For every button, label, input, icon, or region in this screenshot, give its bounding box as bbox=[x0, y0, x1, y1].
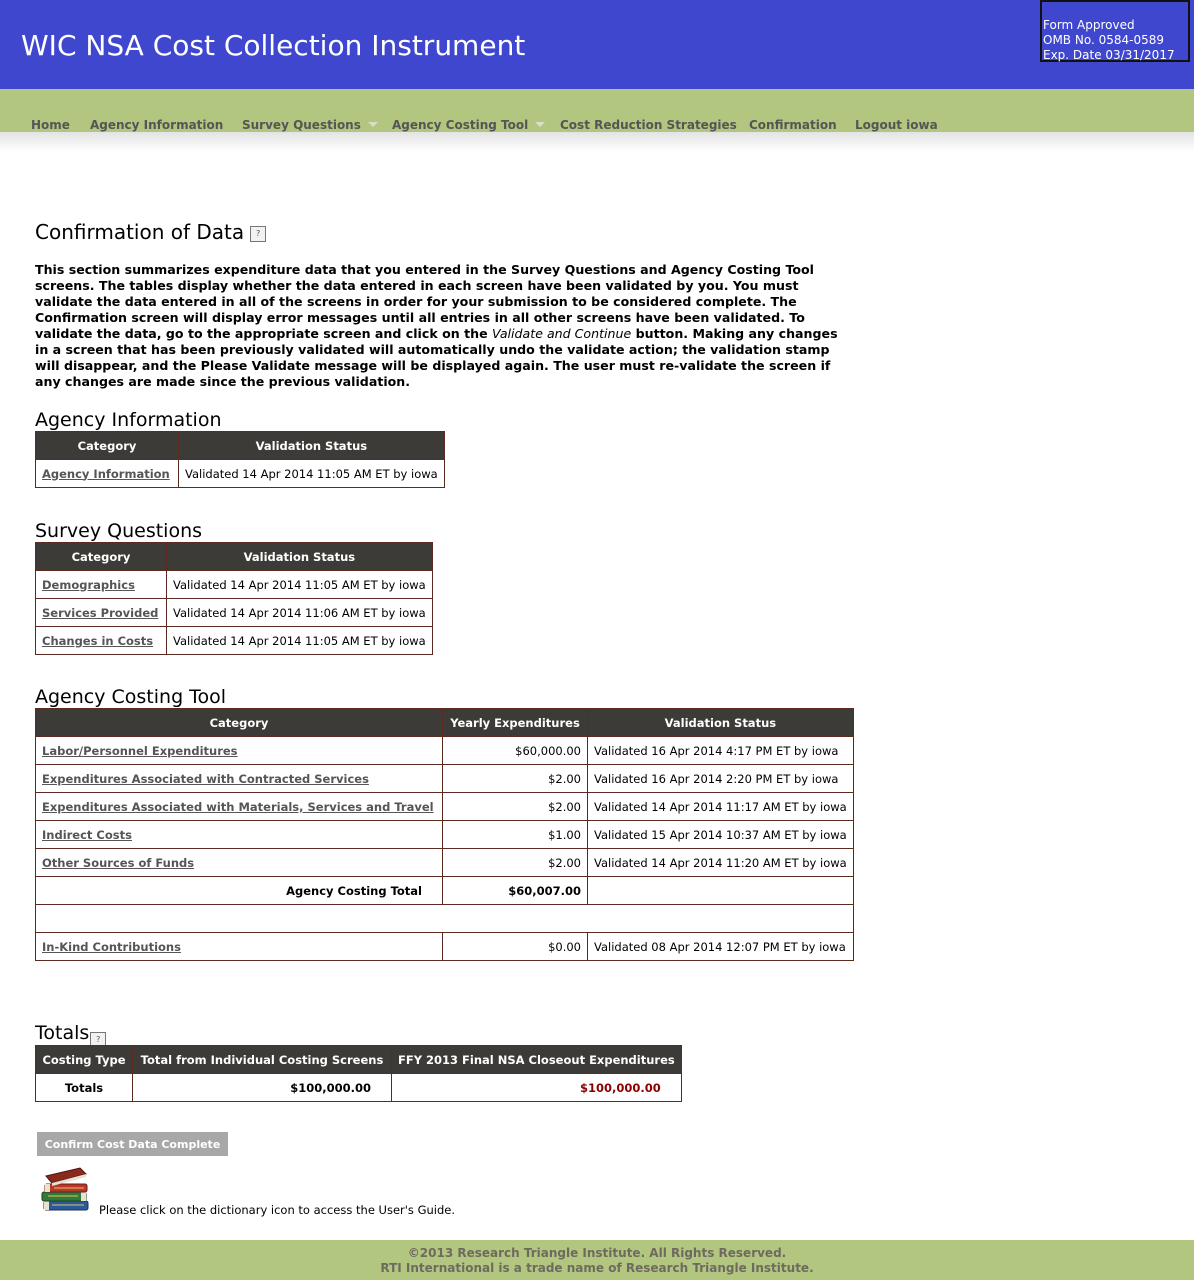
in-kind-contributions-link[interactable]: In-Kind Contributions bbox=[42, 939, 181, 954]
category-cell bbox=[36, 571, 167, 599]
category-cell bbox=[36, 933, 443, 961]
nav-shadow bbox=[0, 132, 1194, 152]
column-header-individual-total: Total from Individual Costing Screens bbox=[133, 1046, 392, 1074]
omb-line-expiration: Exp. Date 03/31/2017 bbox=[1043, 48, 1175, 62]
category-cell bbox=[36, 793, 443, 821]
table-header-row bbox=[36, 543, 433, 571]
agency-information-link[interactable]: Agency Information bbox=[42, 466, 170, 481]
validation-status-cell: Validated 16 Apr 2014 4:17 PM ET by iowa bbox=[588, 737, 854, 765]
validation-status-cell: Validated 14 Apr 2014 11:17 AM ET by iowa bbox=[588, 793, 854, 821]
spacer-row bbox=[36, 905, 854, 933]
nav-agency-information[interactable]: Agency Information bbox=[90, 118, 224, 132]
agency-costing-total-row bbox=[36, 877, 854, 905]
confirm-cost-data-button[interactable]: Confirm Cost Data Complete bbox=[37, 1132, 228, 1156]
omb-line-number: OMB No. 0584-0589 bbox=[1043, 33, 1164, 47]
yearly-expenditure-cell: $2.00 bbox=[443, 849, 588, 877]
nav-home[interactable]: Home bbox=[31, 118, 70, 132]
validation-status-cell: Validated 16 Apr 2014 2:20 PM ET by iowa bbox=[588, 765, 854, 793]
category-cell bbox=[36, 737, 443, 765]
category-cell bbox=[36, 849, 443, 877]
individual-total-value: $100,000.00 bbox=[133, 1074, 392, 1102]
help-icon[interactable]: ? bbox=[250, 226, 266, 242]
table-row bbox=[36, 821, 854, 849]
validation-status-cell: Validated 14 Apr 2014 11:05 AM ET by iowa bbox=[167, 571, 433, 599]
validation-status-cell: Validated 08 Apr 2014 12:07 PM ET by iowa bbox=[588, 933, 854, 961]
site-header bbox=[0, 0, 1194, 89]
yearly-expenditure-cell: $2.00 bbox=[443, 765, 588, 793]
empty-cell bbox=[36, 905, 854, 933]
agency-information-heading: Agency Information bbox=[35, 409, 222, 431]
nav-survey-questions[interactable] bbox=[242, 118, 378, 132]
intro-text-part2: button. Making any changes in a screen that has been previously validated will automatically undo the validate action; the validation stamp will disappear, and the Please Validate message will be displayed again. The user must re-validate the screen if any changes are made since the previous validation. bbox=[35, 326, 838, 389]
category-cell bbox=[36, 599, 167, 627]
validation-status-cell: Validated 14 Apr 2014 11:06 AM ET by iowa bbox=[167, 599, 433, 627]
survey-questions-table bbox=[35, 542, 433, 655]
agency-costing-tool-heading: Agency Costing Tool bbox=[35, 686, 227, 708]
nav-logout[interactable]: Logout iowa bbox=[855, 118, 938, 132]
survey-questions-heading: Survey Questions bbox=[35, 520, 203, 542]
column-header-category: Category bbox=[36, 543, 167, 571]
agency-costing-total-value: $60,007.00 bbox=[443, 877, 588, 905]
table-row bbox=[36, 933, 854, 961]
omb-approval-box bbox=[1040, 0, 1190, 62]
demographics-link[interactable]: Demographics bbox=[42, 577, 135, 592]
totals-heading-text: Totals bbox=[35, 1022, 90, 1044]
category-cell bbox=[36, 765, 443, 793]
nav-cost-reduction-strategies[interactable]: Cost Reduction Strategies bbox=[560, 118, 737, 132]
yearly-expenditure-cell: $1.00 bbox=[443, 821, 588, 849]
services-provided-link[interactable]: Services Provided bbox=[42, 605, 159, 620]
agency-costing-tool-table bbox=[35, 708, 854, 961]
help-icon[interactable]: ? bbox=[90, 1032, 106, 1048]
validation-status-cell: Validated 14 Apr 2014 11:05 AM ET by iowa bbox=[167, 627, 433, 655]
table-header-row bbox=[36, 432, 445, 460]
site-footer bbox=[0, 1240, 1194, 1280]
nav-confirmation[interactable]: Confirmation bbox=[749, 118, 837, 132]
table-row bbox=[36, 599, 433, 627]
footer-copyright: ©2013 Research Triangle Institute. All Rights Reserved. bbox=[407, 1246, 787, 1260]
indirect-costs-link[interactable]: Indirect Costs bbox=[42, 827, 132, 842]
column-header-category: Category bbox=[36, 709, 443, 737]
validation-status-cell: Validated 15 Apr 2014 10:37 AM ET by iowa bbox=[588, 821, 854, 849]
changes-in-costs-link[interactable]: Changes in Costs bbox=[42, 633, 154, 648]
nav-agency-costing-tool-label: Agency Costing Tool bbox=[392, 118, 529, 132]
materials-services-travel-link[interactable]: Expenditures Associated with Materials, Services and Travel bbox=[42, 799, 434, 814]
page-title-text: Confirmation of Data bbox=[35, 220, 245, 244]
table-row bbox=[36, 1074, 682, 1102]
contracted-services-link[interactable]: Expenditures Associated with Contracted Services bbox=[42, 771, 369, 786]
yearly-expenditure-cell: $2.00 bbox=[443, 793, 588, 821]
books-dictionary-icon[interactable] bbox=[40, 1164, 92, 1214]
users-guide-text: Please click on the dictionary icon to access the User's Guide. bbox=[99, 1203, 455, 1217]
validation-status-cell: Validated 14 Apr 2014 11:05 AM ET by iowa bbox=[179, 460, 445, 488]
yearly-expenditure-cell: $60,000.00 bbox=[443, 737, 588, 765]
table-row bbox=[36, 793, 854, 821]
nav-agency-costing-tool[interactable] bbox=[392, 118, 545, 132]
table-row bbox=[36, 849, 854, 877]
nav-survey-questions-label: Survey Questions bbox=[242, 118, 361, 132]
intro-text-part1: This section summarizes expenditure data that you entered in the Survey Questions and Agency Costing Tool screens. The tables display whether the data entered in each screen have been validated by you. You must validate the data entered in all of the screens in order for your submission to be considered complete. The Confirmation screen will display error messages until all entries in all other screens have been validated. To validate the data, go to the appropriate screen and click on the bbox=[35, 262, 814, 341]
column-header-validation-status: Validation Status bbox=[179, 432, 445, 460]
column-header-validation-status: Validation Status bbox=[167, 543, 433, 571]
page-title bbox=[35, 221, 266, 243]
intro-text bbox=[35, 262, 843, 390]
agency-information-table bbox=[35, 431, 445, 488]
empty-cell bbox=[588, 877, 854, 905]
table-row bbox=[36, 627, 433, 655]
site-title: WIC NSA Cost Collection Instrument bbox=[21, 29, 526, 62]
intro-text-emphasis: Validate and Continue bbox=[492, 326, 632, 341]
column-header-validation-status: Validation Status bbox=[588, 709, 854, 737]
table-header-row bbox=[36, 1046, 682, 1074]
column-header-yearly-expenditures: Yearly Expenditures bbox=[443, 709, 588, 737]
category-cell bbox=[36, 821, 443, 849]
column-header-costing-type: Costing Type bbox=[36, 1046, 133, 1074]
omb-line-approved: Form Approved bbox=[1043, 18, 1135, 32]
totals-row-label: Totals bbox=[36, 1074, 133, 1102]
category-cell bbox=[36, 460, 179, 488]
validation-status-cell: Validated 14 Apr 2014 11:20 AM ET by iowa bbox=[588, 849, 854, 877]
other-sources-of-funds-link[interactable]: Other Sources of Funds bbox=[42, 855, 195, 870]
table-row bbox=[36, 460, 445, 488]
column-header-closeout-expenditures: FFY 2013 Final NSA Closeout Expenditures bbox=[392, 1046, 682, 1074]
category-cell bbox=[36, 627, 167, 655]
table-row bbox=[36, 737, 854, 765]
labor-personnel-link[interactable]: Labor/Personnel Expenditures bbox=[42, 743, 238, 758]
table-row bbox=[36, 765, 854, 793]
footer-trade-name: RTI International is a trade name of Research Triangle Institute. bbox=[380, 1261, 814, 1275]
chevron-down-icon bbox=[535, 122, 545, 127]
closeout-total-value: $100,000.00 bbox=[392, 1074, 682, 1102]
column-header-category: Category bbox=[36, 432, 179, 460]
chevron-down-icon bbox=[368, 122, 378, 127]
table-row bbox=[36, 571, 433, 599]
yearly-expenditure-cell: $0.00 bbox=[443, 933, 588, 961]
agency-costing-total-label: Agency Costing Total bbox=[36, 877, 443, 905]
totals-table bbox=[35, 1045, 682, 1102]
table-header-row bbox=[36, 709, 854, 737]
